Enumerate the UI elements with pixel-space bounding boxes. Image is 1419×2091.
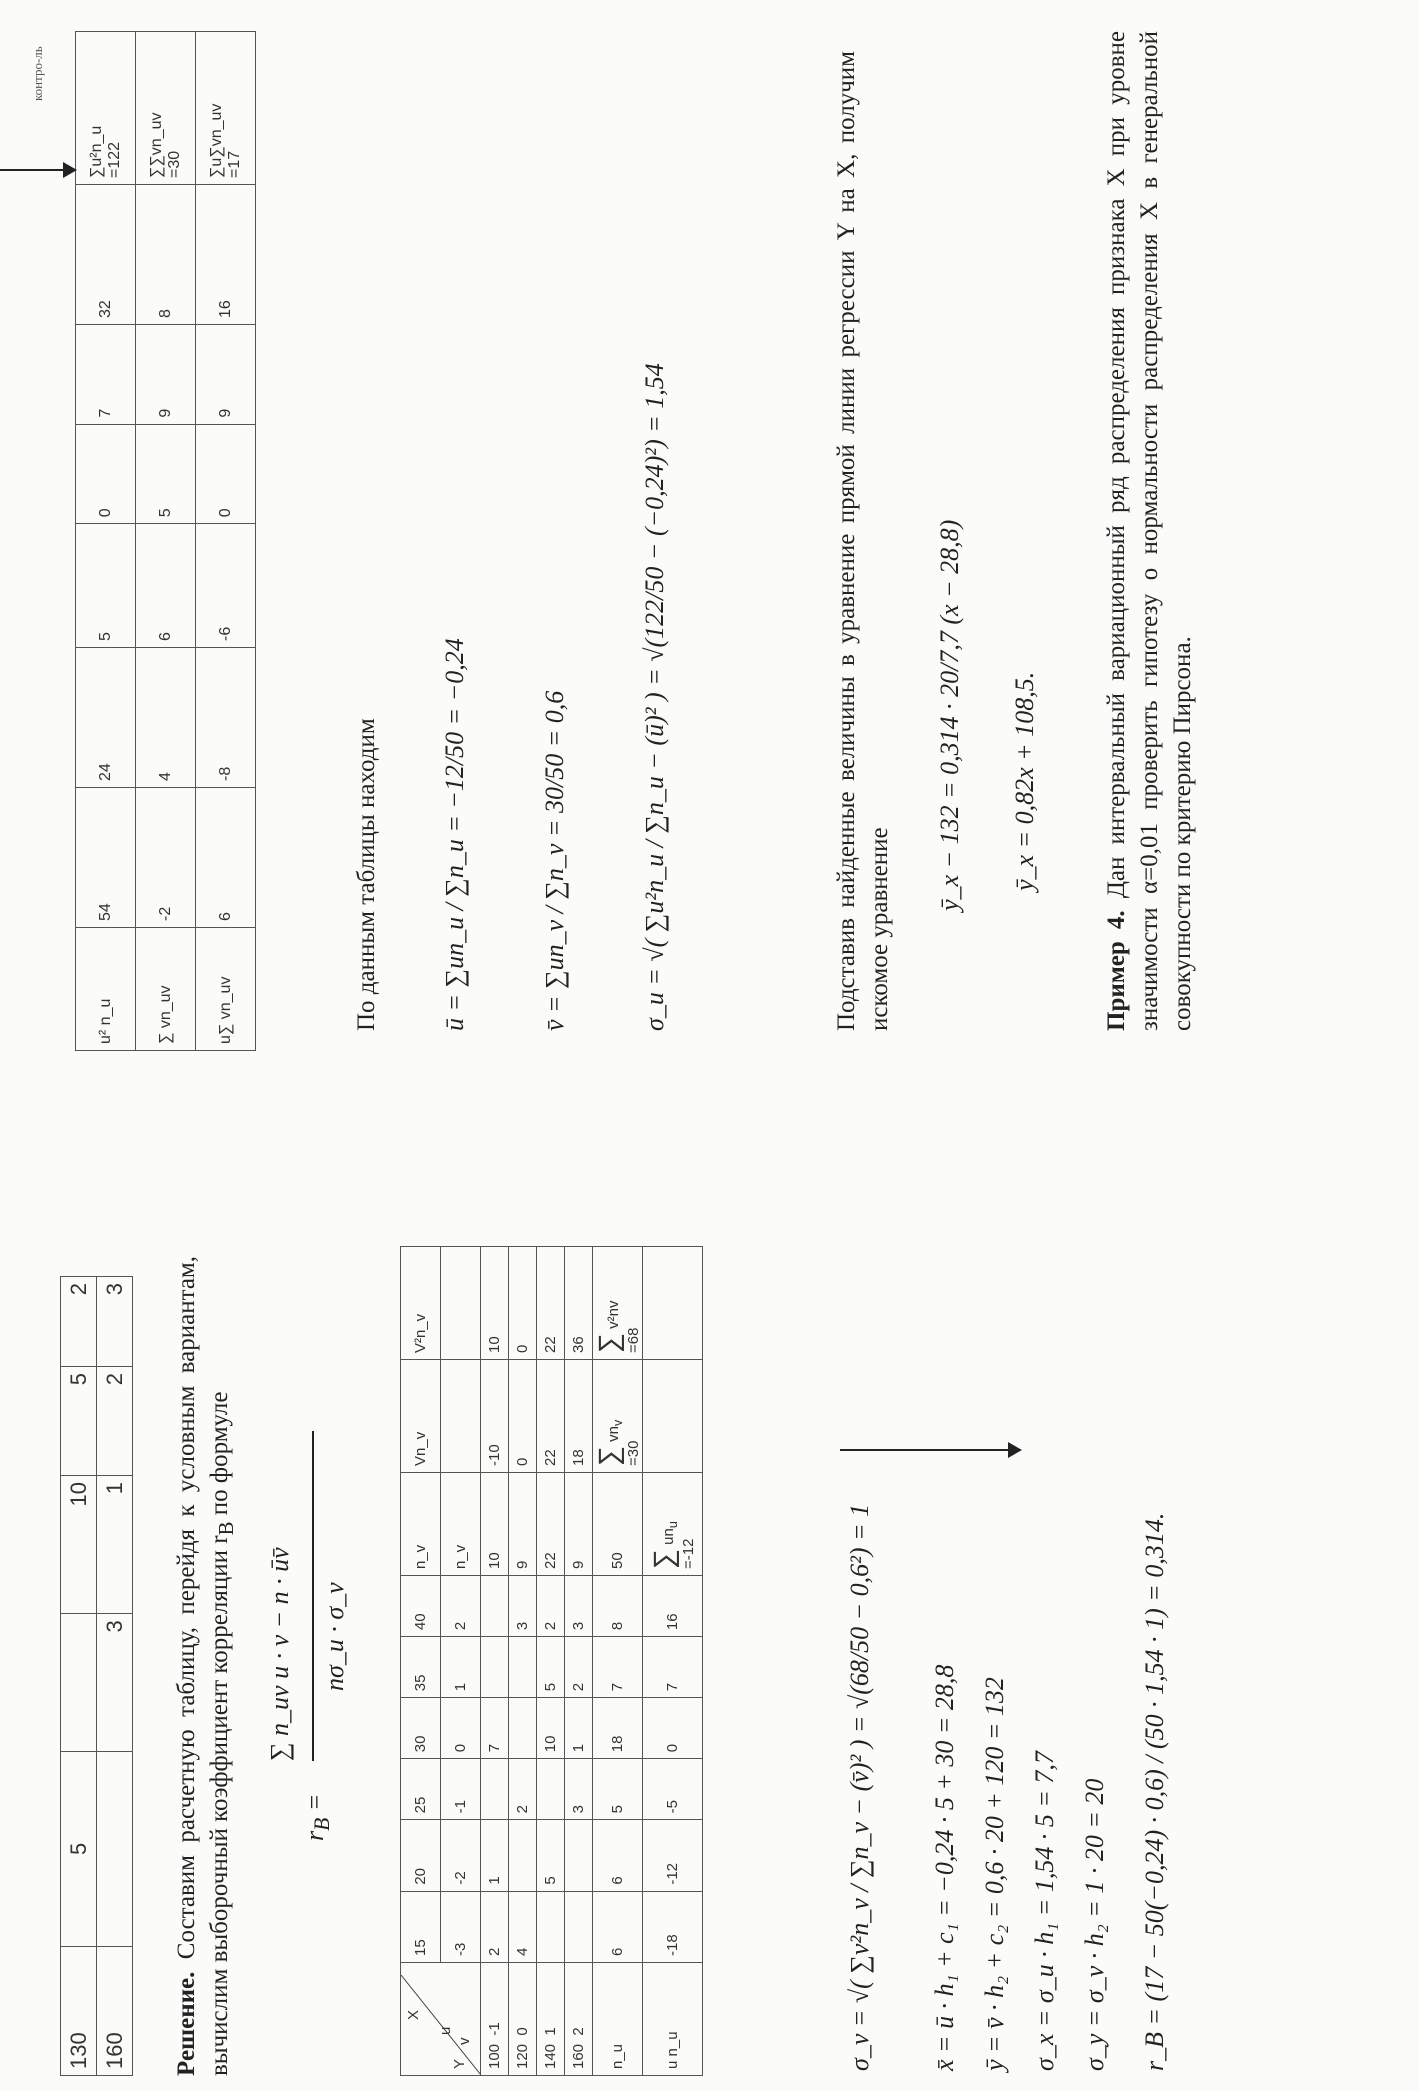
top-strip-table xyxy=(60,1276,133,2076)
cell xyxy=(481,1637,509,1698)
v-label: v xyxy=(456,2037,473,2045)
cell-v2nv: 36 xyxy=(565,1247,593,1360)
cell xyxy=(481,1576,509,1637)
table-row xyxy=(196,32,256,1051)
table-row xyxy=(565,1247,593,2076)
x-mean-formula: x̄ = ū · h₁ + c₁ = −0,24 · 5 + 30 = 28,8 xyxy=(930,1664,959,2071)
correlation-table xyxy=(400,1246,703,2076)
top-cell: 1 xyxy=(97,1475,133,1613)
cell: 4 xyxy=(136,648,196,788)
cell xyxy=(565,1891,593,1962)
cell-nv: 9 xyxy=(509,1473,537,1576)
x-label: X xyxy=(405,2009,422,2020)
cell: 1 xyxy=(565,1698,593,1759)
table-row xyxy=(537,1247,565,2076)
u-value: 2 xyxy=(441,1576,481,1637)
unu-row xyxy=(643,1247,703,2076)
regression-eq1: ȳ_x − 132 = 0,314 · 20/7,7 (x − 28,8) xyxy=(935,519,964,911)
u-mean-formula: ū = ∑un_u / ∑n_u = −12/50 = −0,24 xyxy=(440,638,469,1031)
cell: 16 xyxy=(643,1576,703,1637)
u-value: 0 xyxy=(441,1698,481,1759)
cell: 24 xyxy=(76,648,136,788)
cell xyxy=(509,1637,537,1698)
table-row xyxy=(136,32,196,1051)
cell xyxy=(481,1759,509,1820)
cell-v2nv: 0 xyxy=(509,1247,537,1360)
corner-cell xyxy=(401,1963,481,2076)
cell: 1 xyxy=(481,1820,509,1891)
top-cell xyxy=(97,1751,133,1946)
x-value: 30 xyxy=(401,1698,441,1759)
cell-vnv: 22 xyxy=(537,1360,565,1473)
u-label: u xyxy=(437,2026,454,2035)
sum-vnv-cell: ∑ $vn_v$ =30 xyxy=(593,1360,643,1473)
cell: 0 xyxy=(196,424,256,524)
rb-lhs: $r_B$ = xyxy=(300,1793,335,1841)
cell: 6 xyxy=(136,524,196,648)
intro-text: По данным таблицы находим xyxy=(353,718,380,1031)
cell: 3 xyxy=(565,1576,593,1637)
cell: 0 xyxy=(76,424,136,524)
cell-nv: 9 xyxy=(565,1473,593,1576)
top-cell: 5 xyxy=(61,1751,97,1946)
cell: 2 xyxy=(481,1891,509,1962)
diagonal-line xyxy=(401,1975,481,2075)
x-value: 35 xyxy=(401,1637,441,1698)
right-table xyxy=(75,31,256,1051)
cell: 7 xyxy=(643,1637,703,1698)
sum-v2nv-cell: ∑ v²nv =68 xyxy=(593,1247,643,1360)
top-cell xyxy=(61,1614,97,1752)
cell-v2nv: 10 xyxy=(481,1247,509,1360)
cell: 8 xyxy=(136,185,196,325)
arrow-left xyxy=(840,1449,1020,1451)
top-cell: 3 xyxy=(97,1277,133,1367)
cell: -18 xyxy=(643,1891,703,1962)
sigma-v-formula: σ_v = √( ∑v²n_v / ∑n_v − (v̄)² ) = √(68/50 − 0,6²) = 1 xyxy=(845,1503,874,2071)
table-row xyxy=(509,1247,537,2076)
cell-vnv: -10 xyxy=(481,1360,509,1473)
row-y: 120 0 xyxy=(509,1963,537,2076)
cell: 5 xyxy=(537,1820,565,1891)
head-nv: n_v xyxy=(441,1473,481,1576)
top-cell: 3 xyxy=(97,1614,133,1752)
solution-heading: Решение. xyxy=(173,1971,200,2076)
head-v2nv: V²n_v xyxy=(401,1247,441,1360)
cell: -2 xyxy=(136,788,196,928)
cell: 54 xyxy=(76,788,136,928)
cell: -12 xyxy=(643,1820,703,1891)
head-nv: n_v xyxy=(401,1473,441,1576)
regression-eq2: ȳ_x = 0,82x + 108,5. xyxy=(1010,671,1039,891)
top-cell: 2 xyxy=(97,1366,133,1475)
cell: 18 xyxy=(593,1698,643,1759)
solution-text: Составим расчетную таблицу, перейдя к условным вариантам, вычислим выборочный коэффициент корреляции r xyxy=(173,1256,233,2076)
cell: 7 xyxy=(481,1698,509,1759)
sigma-u-formula: σ_u = √( ∑u²n_u / ∑n_u − (ū)² ) = √(122/50 − (−0,24)²) = 1,54 xyxy=(640,363,669,1031)
solution-sub: B xyxy=(214,1521,238,1536)
cell: 2 xyxy=(565,1637,593,1698)
top-cell: 5 xyxy=(61,1366,97,1475)
u-value: 1 xyxy=(441,1637,481,1698)
table-row xyxy=(76,32,136,1051)
y-mean-formula: ȳ = v̄ · h₂ + c₂ = 0,6 · 20 + 120 = 132 xyxy=(980,1677,1009,2071)
example4-text: Дан интервальный вариационный ряд распределения признака X при уровне значимости α=0,01 проверить гипотезу о нормальности распределения X в генеральной совокупности по критерию Пирсона. xyxy=(1103,31,1196,1031)
cell: 7 xyxy=(76,325,136,425)
u-value: -1 xyxy=(441,1759,481,1820)
regression-text: Подставив найденные величины в уравнение прямой линии регрессии Y на X, получим искомое уравнение xyxy=(833,51,893,1031)
x-value: 15 xyxy=(401,1891,441,1962)
nu-row xyxy=(593,1247,643,2076)
cell: -5 xyxy=(643,1759,703,1820)
cell-v2nv: 22 xyxy=(537,1247,565,1360)
rb-result-formula: r_B = (17 − 50(−0,24) · 0,6) / (50 · 1,54 · 1) = 0,314. xyxy=(1140,1512,1169,2071)
cell: 2 xyxy=(537,1576,565,1637)
row-y: 160 2 xyxy=(565,1963,593,2076)
solution-text2: по формуле xyxy=(206,1391,233,1522)
cell-nv: 22 xyxy=(537,1473,565,1576)
rb-denominator: nσ_u · σ_v xyxy=(320,1582,349,1691)
cell: 6 xyxy=(593,1891,643,1962)
cell-total: 50 xyxy=(593,1473,643,1576)
kontrol-label: контро-ль xyxy=(30,46,45,101)
cell: 0 xyxy=(643,1698,703,1759)
v-mean-formula: v̄ = ∑un_v / ∑n_v = 30/50 = 0,6 xyxy=(540,690,569,1031)
cell xyxy=(565,1820,593,1891)
example4-heading: Пример 4. xyxy=(1103,910,1130,1031)
nu-label: n_u xyxy=(593,1963,643,2076)
example4-paragraph xyxy=(1100,31,1199,1031)
row-label: ∑ vn_uv xyxy=(136,928,196,1051)
table-row xyxy=(481,1247,509,2076)
u-value: -3 xyxy=(441,1891,481,1962)
cell: 3 xyxy=(565,1759,593,1820)
cell xyxy=(537,1759,565,1820)
cell: 2 xyxy=(509,1759,537,1820)
y-label-160: 160 xyxy=(97,1946,133,2075)
tail-cell: ∑u²n_u =122 xyxy=(76,32,136,185)
tail-cell: ∑∑vn_uv =30 xyxy=(136,32,196,185)
cell-nv: 10 xyxy=(481,1473,509,1576)
cell: -6 xyxy=(196,524,256,648)
top-cell: 2 xyxy=(61,1277,97,1367)
cell: 9 xyxy=(196,325,256,425)
u-value: -2 xyxy=(441,1820,481,1891)
row-y: 100 -1 xyxy=(481,1963,509,2076)
cell: 5 xyxy=(537,1637,565,1698)
cell xyxy=(509,1698,537,1759)
cell: 5 xyxy=(76,524,136,648)
solution-paragraph xyxy=(170,1256,243,2076)
x-value: 20 xyxy=(401,1820,441,1891)
cell: 6 xyxy=(196,788,256,928)
cell: 6 xyxy=(593,1820,643,1891)
cell-vnv: 0 xyxy=(509,1360,537,1473)
unu-label: u n_u xyxy=(643,1963,703,2076)
cell: 8 xyxy=(593,1576,643,1637)
cell: 16 xyxy=(196,185,256,325)
x-value: 40 xyxy=(401,1576,441,1637)
cell: 32 xyxy=(76,185,136,325)
cell: 10 xyxy=(537,1698,565,1759)
x-value: 25 xyxy=(401,1759,441,1820)
cell: -8 xyxy=(196,648,256,788)
rb-formula xyxy=(265,1321,375,1841)
cell: 4 xyxy=(509,1891,537,1962)
cell: 7 xyxy=(593,1637,643,1698)
head-vnv: Vn_v xyxy=(401,1360,441,1473)
sum-unu-cell: ∑ $un_u$ =-12 xyxy=(643,1473,703,1576)
cell: 5 xyxy=(136,424,196,524)
y-label-130: 130 xyxy=(61,1946,97,2075)
sigma-x-formula: σ_x = σ_u · h₁ = 1,54 · 5 = 7,7 xyxy=(1030,1751,1059,2071)
arrow-right xyxy=(0,169,75,171)
y-label: Y xyxy=(451,2058,468,2069)
row-y: 140 1 xyxy=(537,1963,565,2076)
tail-cell: ∑u∑vn_uv =17 xyxy=(196,32,256,185)
fraction-bar xyxy=(312,1431,314,1761)
row-label: u∑ vn_uv xyxy=(196,928,256,1051)
cell: 5 xyxy=(593,1759,643,1820)
cell xyxy=(509,1820,537,1891)
sigma-y-formula: σ_y = σ_v · h₂ = 1 · 20 = 20 xyxy=(1080,1778,1109,2071)
row-label: u² n_u xyxy=(76,928,136,1051)
top-cell: 10 xyxy=(61,1475,97,1613)
cell xyxy=(537,1891,565,1962)
cell: 3 xyxy=(509,1576,537,1637)
rb-numerator: ∑ n_uv u · v − n · ūv̄ xyxy=(265,1547,294,1761)
cell-vnv: 18 xyxy=(565,1360,593,1473)
cell: 9 xyxy=(136,325,196,425)
